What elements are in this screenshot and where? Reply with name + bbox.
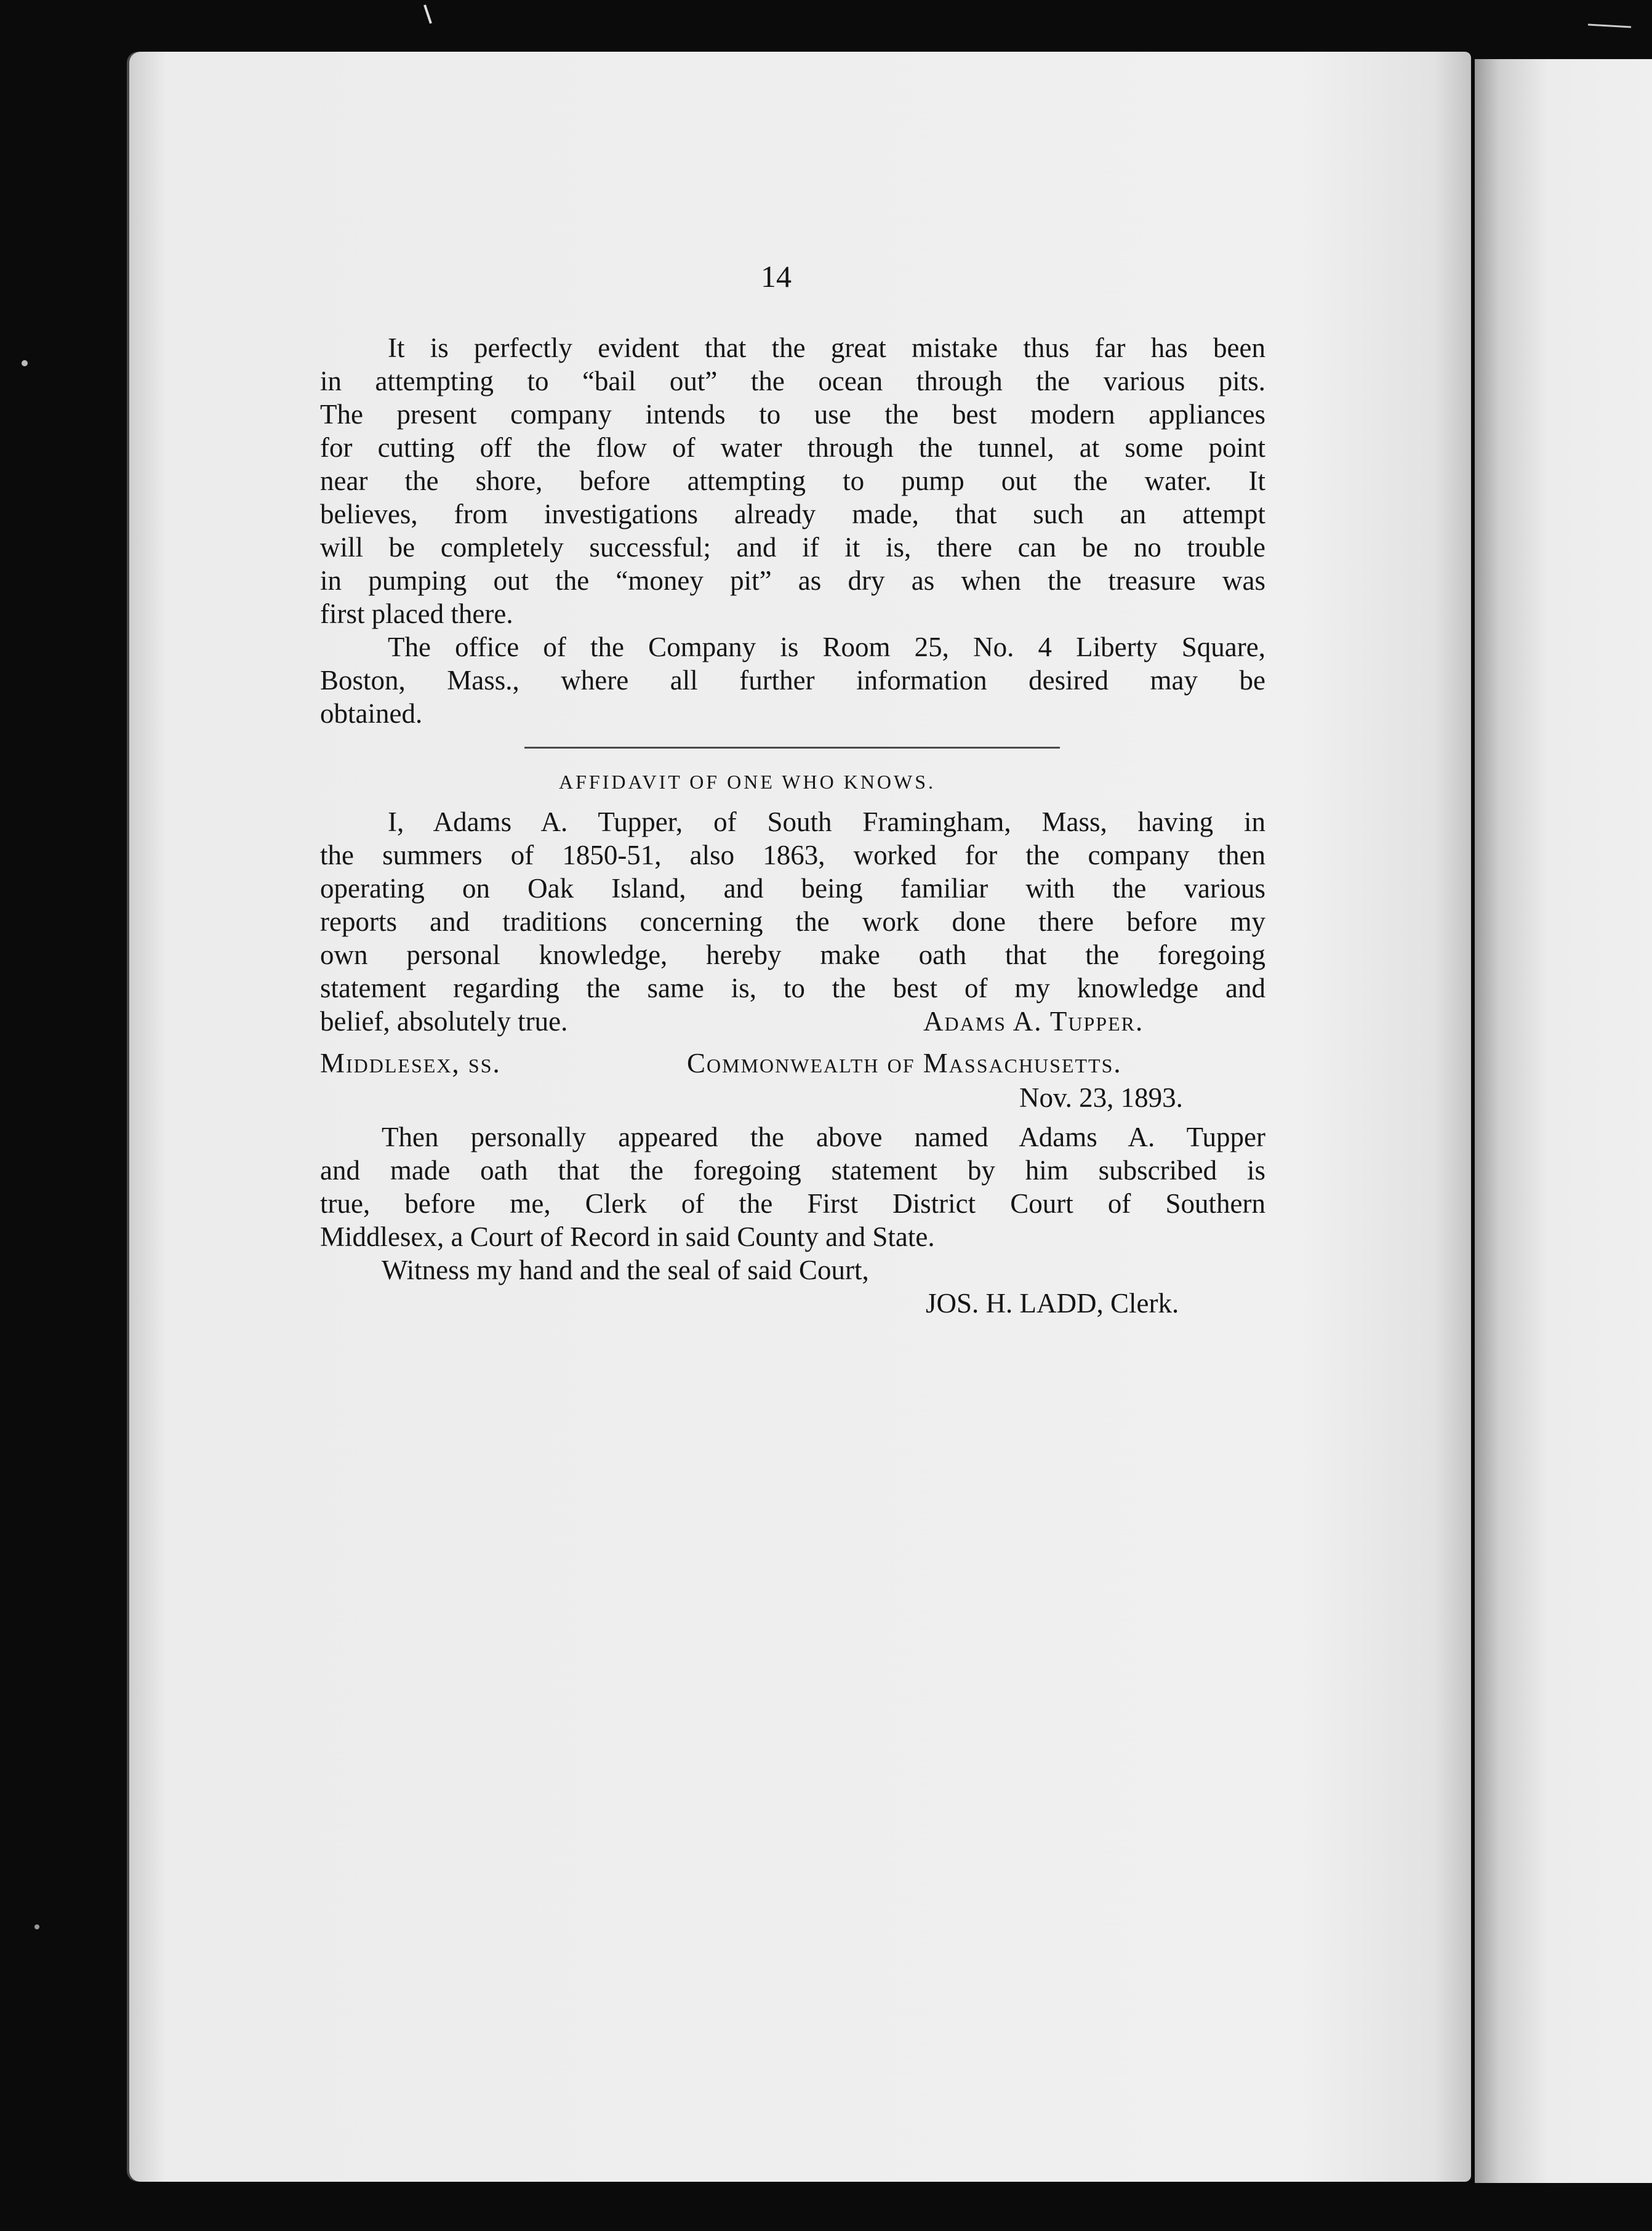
- text-line: believes, from investigations already made, that such an attempt: [320, 499, 1265, 529]
- witness-line: Witness my hand and the seal of said Court,: [382, 1255, 869, 1285]
- text-line: obtained.: [320, 698, 423, 729]
- text-line: near the shore, before attempting to pump out the water. It: [320, 465, 1265, 496]
- text-line: operating on Oak Island, and being familiar with the various: [320, 873, 1265, 904]
- text-line: I, Adams A. Tupper, of South Framingham, Mass, having in: [388, 806, 1265, 837]
- text-line: own personal knowledge, hereby make oath that the foregoing: [320, 939, 1265, 970]
- text-line: Middlesex, a Court of Record in said County and State.: [320, 1221, 935, 1252]
- affidavit-heading: AFFIDAVIT OF ONE WHO KNOWS.: [559, 771, 936, 793]
- text-line: first placed there.: [320, 598, 513, 629]
- text-line: belief, absolutely true.: [320, 1006, 568, 1037]
- page-number: 14: [761, 259, 792, 294]
- adjacent-page-edge: [1475, 59, 1652, 2183]
- text-line: true, before me, Clerk of the First District Court of Southern: [320, 1188, 1265, 1219]
- signature: Adams A. Tupper.: [923, 1006, 1144, 1037]
- commonwealth: Commonwealth of Massachusetts.: [687, 1048, 1122, 1079]
- clerk-signature: JOS. H. LADD, Clerk.: [926, 1288, 1179, 1319]
- text-line: the summers of 1850-51, also 1863, worked for the company then: [320, 840, 1265, 870]
- text-line: The present company intends to use the best modern appliances: [320, 399, 1265, 430]
- text-line: The office of the Company is Room 25, No. 4 Liberty Square,: [388, 632, 1265, 662]
- text-line: Boston, Mass., where all further information desired may be: [320, 665, 1265, 696]
- section-divider: [524, 747, 1060, 749]
- text-line: It is perfectly evident that the great mistake thus far has been: [388, 332, 1265, 363]
- text-line: Then personally appeared the above named Adams A. Tupper: [382, 1122, 1265, 1152]
- text-line: will be completely successful; and if it is, there can be no trouble: [320, 532, 1265, 563]
- text-line: for cutting off the flow of water through the tunnel, at some point: [320, 432, 1265, 463]
- text-line: reports and traditions concerning the work done there before my: [320, 906, 1265, 937]
- county-venue: Middlesex, ss.: [320, 1048, 501, 1079]
- affidavit-date: Nov. 23, 1893.: [1019, 1082, 1183, 1113]
- text-line: statement regarding the same is, to the best of my knowledge and: [320, 973, 1265, 1003]
- text-line: and made oath that the foregoing statement by him subscribed is: [320, 1155, 1265, 1186]
- text-line: in pumping out the “money pit” as dry as when the treasure was: [320, 565, 1265, 596]
- text-line: in attempting to “bail out” the ocean through the various pits.: [320, 366, 1265, 396]
